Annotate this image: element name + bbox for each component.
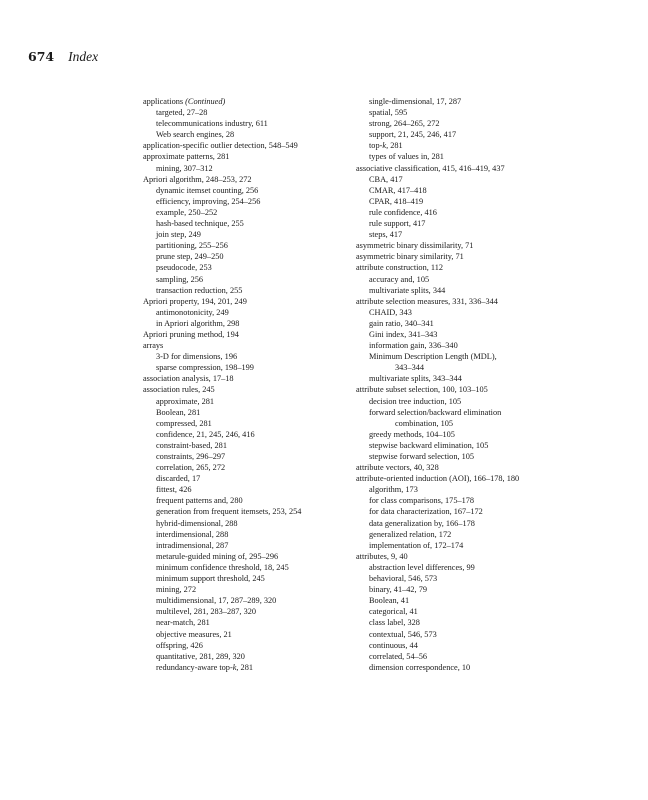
index-entry: contextual, 546, 573 <box>369 629 437 639</box>
index-entry: interdimensional, 288 <box>156 529 229 539</box>
index-entry: minimum confidence threshold, 18, 245 <box>156 562 289 572</box>
index-entry: multivariate splits, 344 <box>369 285 446 295</box>
index-entry: Apriori property, 194, 201, 249 <box>143 296 247 306</box>
index-entry: frequent patterns and, 280 <box>156 496 243 506</box>
index-entry: offspring, 426 <box>156 640 203 650</box>
index-entry: confidence, 21, 245, 246, 416 <box>156 429 255 439</box>
index-entry: Gini index, 341–343 <box>369 329 438 339</box>
index-entry: single-dimensional, 17, 287 <box>369 97 462 106</box>
index-entry: attributes, 9, 40 <box>356 551 408 561</box>
index-entry: correlation, 265, 272 <box>156 463 226 473</box>
index-entry: quantitative, 281, 289, 320 <box>156 651 245 661</box>
index-entry: CBA, 417 <box>369 174 403 184</box>
index-entry: association rules, 245 <box>143 385 215 395</box>
index-entry: continuous, 44 <box>369 640 418 650</box>
index-entry: example, 250–252 <box>156 207 218 217</box>
index-entry: sparse compression, 198–199 <box>156 363 254 373</box>
index-column-left <box>143 96 343 673</box>
index-entry: compressed, 281 <box>156 418 212 428</box>
index-entry: Boolean, 281 <box>156 407 201 417</box>
index-entry: fittest, 426 <box>156 485 192 495</box>
index-entry: steps, 417 <box>369 230 403 240</box>
index-entry: in Apriori algorithm, 298 <box>156 318 240 328</box>
index-entry: greedy methods, 104–105 <box>369 429 455 439</box>
index-entry: CMAR, 417–418 <box>369 185 427 195</box>
index-entry: multilevel, 281, 283–287, 320 <box>156 607 257 617</box>
index-entry: approximate patterns, 281 <box>143 152 230 162</box>
index-entry: binary, 41–42, 79 <box>369 585 427 595</box>
index-entry: decision tree induction, 105 <box>369 396 462 406</box>
index-entry: correlated, 54–56 <box>369 651 428 661</box>
index-entry: implementation of, 172–174 <box>369 540 464 550</box>
index-entry: minimum support threshold, 245 <box>156 574 265 584</box>
index-entry: class label, 328 <box>369 618 420 628</box>
index-entry: rule support, 417 <box>369 219 426 229</box>
index-entry: dimension correspondence, 10 <box>369 662 471 672</box>
index-entry: objective measures, 21 <box>156 629 232 639</box>
index-entry: application-specific outlier detection, 548–549 <box>143 141 298 151</box>
index-entry: for class comparisons, 175–178 <box>369 496 475 506</box>
index-entry: rule confidence, 416 <box>369 207 437 217</box>
index-entry: generalized relation, 172 <box>369 529 452 539</box>
index-entry: arrays <box>143 341 164 351</box>
index-entry: CHAID, 343 <box>369 307 412 317</box>
index-entry: redundancy-aware top-k, 281 <box>156 662 253 672</box>
index-entry: 343–344 <box>395 363 425 373</box>
index-entry: approximate, 281 <box>156 396 215 406</box>
index-entry: Minimum Description Length (MDL), <box>369 352 497 362</box>
index-entry: sampling, 256 <box>156 274 204 284</box>
index-entry: hybrid-dimensional, 288 <box>156 518 238 528</box>
index-entry: 3-D for dimensions, 196 <box>156 352 238 362</box>
index-entry: mining, 272 <box>156 585 197 595</box>
index-entry: Apriori pruning method, 194 <box>143 329 239 339</box>
index-entry: gain ratio, 340–341 <box>369 318 434 328</box>
index-entry: attribute-oriented induction (AOI), 166–178, 180 <box>356 474 520 484</box>
index-entry: stepwise forward selection, 105 <box>369 452 475 461</box>
index-entry: intradimensional, 287 <box>156 540 229 550</box>
page-header <box>28 49 98 65</box>
index-entry: attribute construction, 112 <box>356 263 444 273</box>
index-entry: strong, 264–265, 272 <box>369 119 440 129</box>
index-entry: asymmetric binary similarity, 71 <box>356 252 464 262</box>
index-entry: partitioning, 255–256 <box>156 241 228 251</box>
index-entry: attribute subset selection, 100, 103–105 <box>356 385 488 395</box>
running-title: Index <box>68 49 99 64</box>
index-entry: asymmetric binary dissimilarity, 71 <box>356 241 474 251</box>
index-entry: multivariate splits, 343–344 <box>369 374 462 384</box>
index-entry: support, 21, 245, 246, 417 <box>369 130 457 140</box>
index-entry: targeted, 27–28 <box>156 108 208 118</box>
index-entry: antimonotonicity, 249 <box>156 307 229 317</box>
index-entry: top-k, 281 <box>369 141 403 151</box>
index-entry: behavioral, 546, 573 <box>369 574 438 584</box>
index-entry: join step, 249 <box>156 230 201 240</box>
index-entry: metarule-guided mining of, 295–296 <box>156 551 279 561</box>
index-entry: information gain, 336–340 <box>369 341 458 351</box>
index-entry: applications (Continued) <box>143 97 226 106</box>
index-entry: discarded, 17 <box>156 474 201 484</box>
index-entry: accuracy and, 105 <box>369 274 430 284</box>
index-entry: generation from frequent itemsets, 253, 254 <box>156 507 302 517</box>
index-entry: prune step, 249–250 <box>156 252 224 262</box>
index-entry: combination, 105 <box>395 418 454 428</box>
index-entry: dynamic itemset counting, 256 <box>156 185 259 195</box>
index-entry: attribute vectors, 40, 328 <box>356 463 439 473</box>
index-entry: association analysis, 17–18 <box>143 374 234 384</box>
index-entry: stepwise backward elimination, 105 <box>369 440 489 450</box>
index-entry: attribute selection measures, 331, 336–344 <box>356 296 498 306</box>
index-column-right <box>356 96 556 673</box>
index-entry: hash-based technique, 255 <box>156 219 244 229</box>
index-entry: abstraction level differences, 99 <box>369 562 475 572</box>
index-entry: algorithm, 173 <box>369 485 418 495</box>
index-entry: types of values in, 281 <box>369 152 444 162</box>
index-entry: transaction reduction, 255 <box>156 285 243 295</box>
index-entry: data generalization by, 166–178 <box>369 518 475 528</box>
index-entry: CPAR, 418–419 <box>369 196 424 206</box>
index-entry: forward selection/backward elimination <box>369 407 502 417</box>
index-entry: constraints, 296–297 <box>156 452 226 461</box>
index-entry: categorical, 41 <box>369 607 418 617</box>
index-entry: for data characterization, 167–172 <box>369 507 483 517</box>
index-entry: telecommunications industry, 611 <box>156 119 268 129</box>
index-entry: Web search engines, 28 <box>156 130 235 140</box>
index-entry: Boolean, 41 <box>369 596 410 606</box>
index-entry: pseudocode, 253 <box>156 263 212 273</box>
index-entry: associative classification, 415, 416–419, 437 <box>356 163 505 173</box>
index-entry: mining, 307–312 <box>156 163 213 173</box>
page-number: 674 <box>28 49 55 64</box>
index-entry: efficiency, improving, 254–256 <box>156 196 261 206</box>
index-entry: near-match, 281 <box>156 618 210 628</box>
index-entry: multidimensional, 17, 287–289, 320 <box>156 596 277 606</box>
index-entry: spatial, 595 <box>369 108 408 118</box>
index-entry: Apriori algorithm, 248–253, 272 <box>143 174 252 184</box>
index-entry: constraint-based, 281 <box>156 440 227 450</box>
